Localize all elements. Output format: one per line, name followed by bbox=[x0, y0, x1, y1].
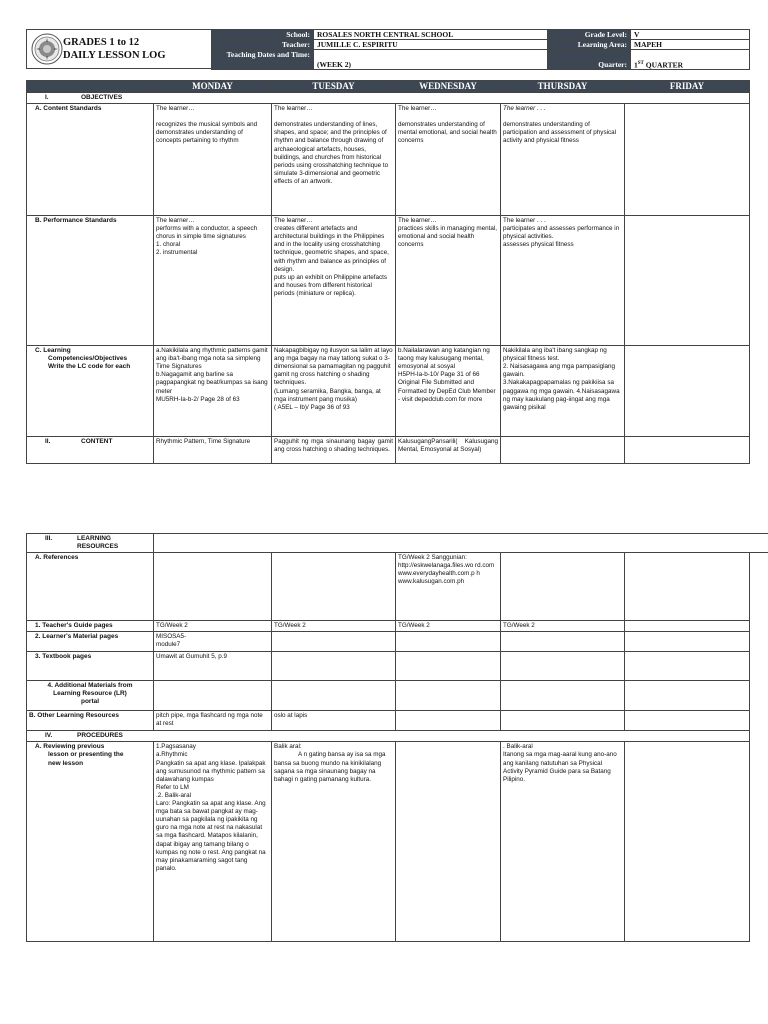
day-wednesday: WEDNESDAY bbox=[396, 81, 501, 93]
content-monday: Rhythmic Pattern, Time Signature bbox=[154, 437, 272, 464]
content-friday bbox=[625, 437, 750, 464]
references-wednesday: TG/Week 2 Sanggunian: http://eskwelanaga.files.wo rd.com www.everydayhealth.com.p h www.kalusugan.com.ph bbox=[396, 553, 501, 621]
performance-standards-monday: The learner… performs with a conductor, a speech chorus in simple time signatures 1. choral 2. instrumental bbox=[154, 216, 272, 346]
performance-standards-thursday: The learner . . . participates and assesses performance in physical activities. assesses physical fitness bbox=[501, 216, 625, 346]
reviewing-label: A. Reviewing previous lesson or presenting the new lesson bbox=[27, 742, 154, 942]
tg-pages-wednesday: TG/Week 2 bbox=[396, 621, 501, 632]
day-thursday: THURSDAY bbox=[501, 81, 625, 93]
content-standards-thursday: The learner . . . demonstrates understanding of participation and assessment of physical activity and physical fitness bbox=[501, 104, 625, 216]
tg-pages-tuesday: TG/Week 2 bbox=[272, 621, 396, 632]
quarter-label: Quarter: bbox=[548, 50, 631, 70]
logo-title-box bbox=[26, 29, 212, 69]
objectives-heading: I. OBJECTIVES bbox=[27, 93, 750, 104]
references-row bbox=[27, 553, 768, 621]
competencies-monday: a.Nakikilala ang rhythmic patterns gamit ang iba't-ibang mga nota sa simpleng Time Signatures b.Nagagamit ang barline sa pagpapangkat ng beat/kumpas sa isang meter MU5RH-Ia-b-2/ Page 28 of 63 bbox=[154, 346, 272, 437]
content-standards-tuesday: The learner… demonstrates understanding of lines, shapes, and space; and the principles of rhythm and balance through drawing of archaeological artefacts, houses, buildings, and churches from historical periods using crosshatching technique to simulate 3-dimensional and geometric effects of an artwork. bbox=[272, 104, 396, 216]
textbook-pages-row bbox=[27, 652, 768, 681]
competencies-thursday: Nakikilala ang iba't ibang sangkap ng physical fitness test. 2. Naisasagawa ang mga pampasiglang gawain. 3.Nakakapagpapamalas ng pakikiisa sa paggawa ng mga gawain. 4.Naisasagawa ng may kaukulang pag-iingat ang mga gawaing pisikal bbox=[501, 346, 625, 437]
deped-seal-icon bbox=[31, 33, 63, 65]
references-friday bbox=[625, 553, 750, 621]
content-standards-wednesday: The learner… demonstrates understanding of mental emotional, and social health concerns bbox=[396, 104, 501, 216]
lm-pages-monday: MISOSA5- module7 bbox=[154, 632, 272, 652]
performance-standards-tuesday: The learner… creates different artefacts and architectural buildings in the Philippines and in the locality using crosshatching technique, geometric shapes, and space, with rhythm and balance as principles of design. puts up an exhibit on Philippine artefacts and houses from different historical periods (miniature or replica). bbox=[272, 216, 396, 346]
school-label: School: bbox=[212, 30, 314, 40]
day-header-row bbox=[27, 81, 750, 93]
performance-standards-label: B. Performance Standards bbox=[27, 216, 154, 346]
lesson-log-table-part2 bbox=[26, 533, 768, 942]
procedures-row bbox=[27, 731, 768, 742]
lm-pages-label: 2. Learner's Material pages bbox=[27, 632, 154, 652]
procedures-heading: IV. PROCEDURES bbox=[27, 731, 750, 742]
lesson-log-table-part1 bbox=[26, 80, 750, 464]
tg-pages-monday: TG/Week 2 bbox=[154, 621, 272, 632]
tg-pages-label: 1. Teacher's Guide pages bbox=[27, 621, 154, 632]
teaching-dates-value: (WEEK 2) bbox=[314, 50, 548, 70]
day-tuesday: TUESDAY bbox=[272, 81, 396, 93]
competencies-tuesday: Nakapagbibigay ng ilusyon sa lalim at layo ang mga bagay na may tatlong sukat o 3- dimensional sa pamamagitan ng pagguhit gamit ng cross hatching o shading techniques. (Lumang seramika, Bangka, banga, at mga instrument pang musika) ( A5EL – Ib)/ Page 36 of 93 bbox=[272, 346, 396, 437]
school-value: ROSALES NORTH CENTRAL SCHOOL bbox=[314, 30, 548, 40]
tg-pages-row bbox=[27, 621, 768, 632]
quarter-value: 1ST QUARTER bbox=[631, 50, 750, 70]
teaching-dates-label: Teaching Dates and Time: bbox=[212, 50, 314, 70]
content-wednesday: KalusugangPansarili( Kalusugang Mental, Emosyonal at Sosyal) bbox=[396, 437, 501, 464]
references-monday bbox=[154, 553, 272, 621]
additional-materials-label: 4. Additional Materials from Learning Resource (LR) portal bbox=[27, 681, 154, 711]
content-row bbox=[27, 437, 750, 464]
learning-area-label: Learning Area: bbox=[548, 40, 631, 50]
content-label: II. CONTENT bbox=[27, 437, 154, 464]
content-standards-friday bbox=[625, 104, 750, 216]
other-resources-label: B. Other Learning Resources bbox=[27, 711, 154, 731]
competencies-label: C. Learning Competencies/Objectives Write the LC code for each bbox=[27, 346, 154, 437]
reviewing-thursday: . Balik-aral Itanong sa mga mag-aaral kung ano-ano ang kanilang natutuhan sa Physical Activity Pyramid Guide para sa Batang Pilipino. bbox=[501, 742, 625, 942]
lm-pages-row bbox=[27, 632, 768, 652]
grade-level-label: Grade Level: bbox=[548, 30, 631, 40]
content-standards-label: A. Content Standards bbox=[27, 104, 154, 216]
other-resources-monday: pitch pipe, mga flashcard ng mga note at rest bbox=[154, 711, 272, 731]
reviewing-row bbox=[27, 742, 768, 942]
header-info-table bbox=[211, 29, 750, 70]
textbook-pages-monday: Umawit at Gumuhit 5, p.9 bbox=[154, 652, 272, 681]
references-label: A. References bbox=[27, 553, 154, 621]
reviewing-tuesday: Balik aral: A n gating bansa ay isa sa mga bansa sa buong mundo na kinikilalang sagana sa mga sinaunang bagay na bahagi n gating pamanang kultura. bbox=[272, 742, 396, 942]
competencies-row bbox=[27, 346, 750, 437]
competencies-friday bbox=[625, 346, 750, 437]
learning-resources-heading: III. LEARNING RESOURCES bbox=[27, 534, 154, 553]
performance-standards-wednesday: The learner… practices skills in managing mental, emotional and social health concerns bbox=[396, 216, 501, 346]
day-friday: FRIDAY bbox=[625, 81, 750, 93]
tg-pages-thursday: TG/Week 2 bbox=[501, 621, 625, 632]
title-line-2: DAILY LESSON LOG bbox=[63, 50, 166, 61]
reviewing-monday: 1.Pagsasanay a.Rhythmic Pangkatin sa apat ang klase. Ipalakpak ang sumusunod na rhythmic pattern sa dalawahang kumpas Refer to LM .2. Balik-aral Laro: Pangkatin sa apat ang klase. Ang mga bata sa bawat pangkat ay mag-uunahan sa pagkilala ng ipakikita ng guro na mga note at rest na nakasulat sa mga flashcard. Matapos kilalanin, dapat ibigay ang tamang bilang o kumpas ng note o rest. Ang pangkat na may pinakamaraming sagot tang panalo. bbox=[154, 742, 272, 942]
textbook-pages-label: 3. Textbook pages bbox=[27, 652, 154, 681]
reviewing-wednesday bbox=[396, 742, 501, 942]
performance-standards-friday bbox=[625, 216, 750, 346]
day-monday: MONDAY bbox=[154, 81, 272, 93]
content-tuesday: Pagguhit ng mga sinaunang bagay gamit ang cross hatching o shading techniques. bbox=[272, 437, 396, 464]
content-standards-row bbox=[27, 104, 750, 216]
references-tuesday bbox=[272, 553, 396, 621]
other-resources-tuesday: oslo at lapis bbox=[272, 711, 396, 731]
document-title bbox=[63, 36, 166, 62]
learning-resources-row bbox=[27, 534, 768, 553]
performance-standards-row bbox=[27, 216, 750, 346]
grade-level-value: V bbox=[631, 30, 750, 40]
competencies-wednesday: b.Nailalarawan ang katangian ng taong may kalusugang mental, emosyonal at sosyal H5PH-Ia-b-10/ Page 31 of 66 Original File Submitted and Formatted by DepEd Club Member - visit depedclub.com for more bbox=[396, 346, 501, 437]
teacher-value: JUMILLE C. ESPIRITU bbox=[314, 40, 548, 50]
learning-area-value: MAPEH bbox=[631, 40, 750, 50]
content-thursday bbox=[501, 437, 625, 464]
other-resources-row bbox=[27, 711, 768, 731]
references-thursday bbox=[501, 553, 625, 621]
content-standards-monday: The learner… recognizes the musical symbols and demonstrates understanding of concepts pertaining to rhythm bbox=[154, 104, 272, 216]
objectives-row bbox=[27, 93, 750, 104]
additional-materials-row bbox=[27, 681, 768, 711]
teacher-label: Teacher: bbox=[212, 40, 314, 50]
title-line-1: GRADES 1 to 12 bbox=[63, 37, 140, 48]
